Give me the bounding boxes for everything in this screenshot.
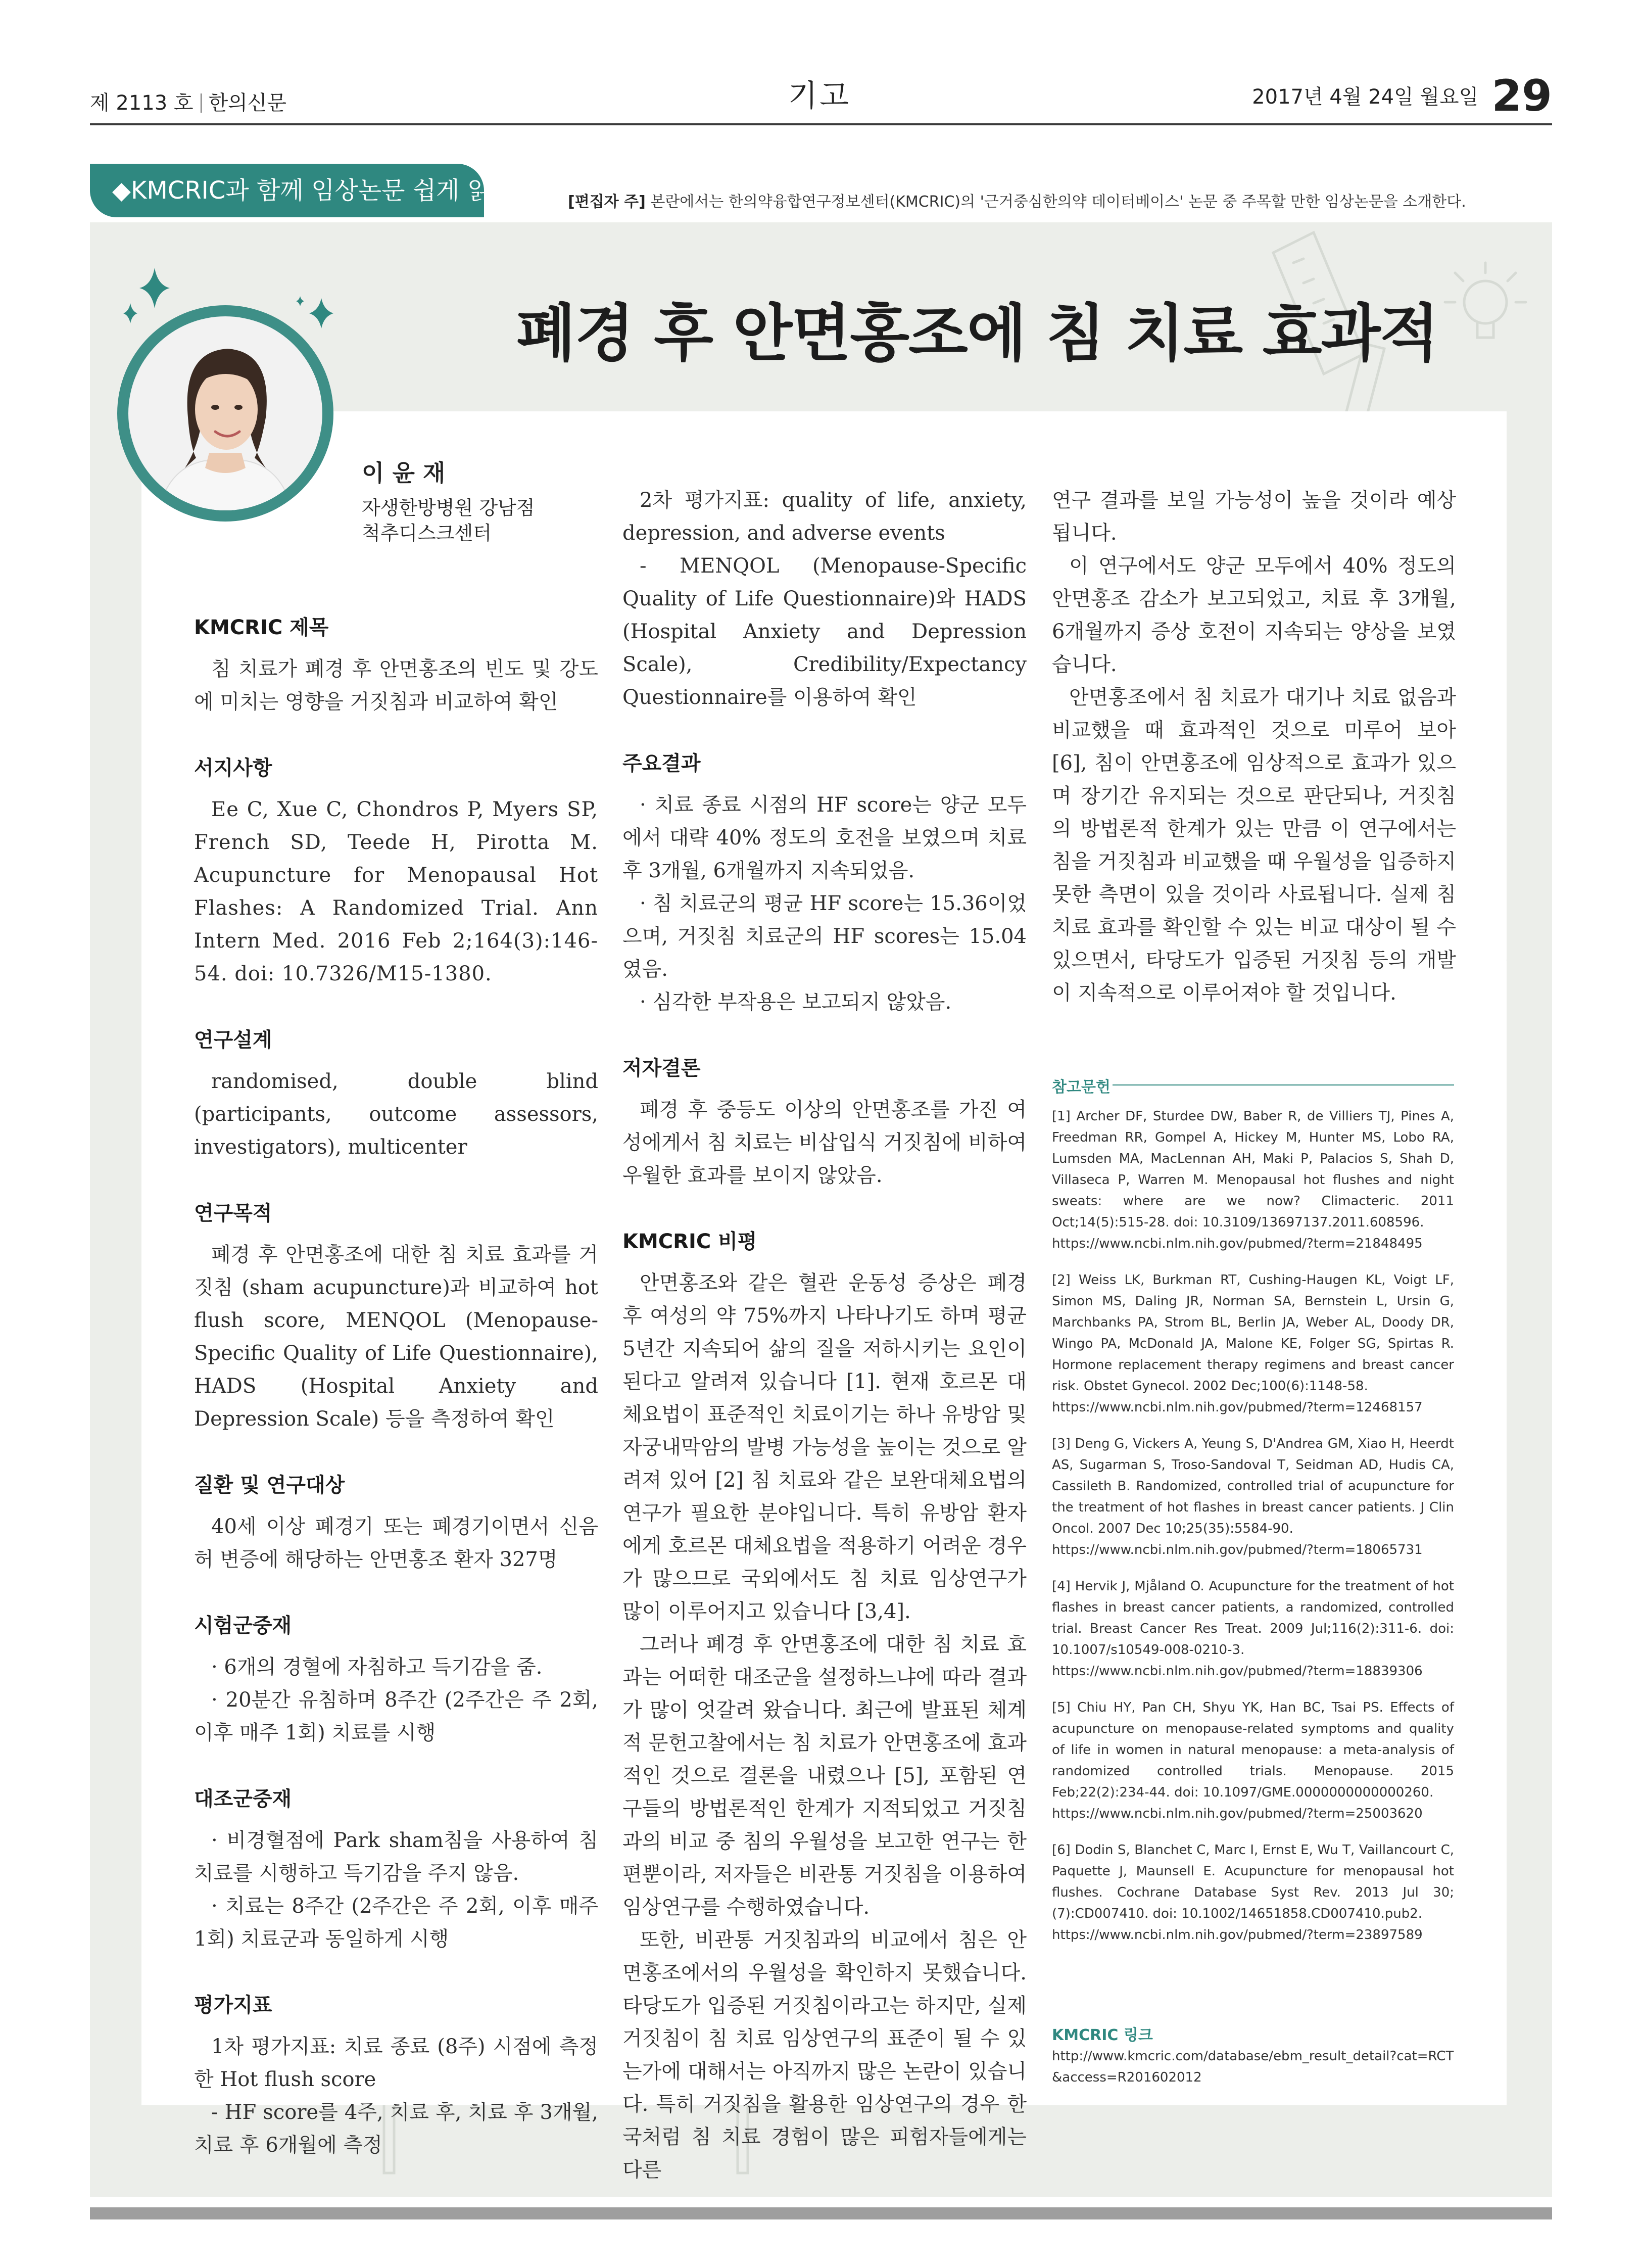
editor-note-label: [편집자 주]: [568, 193, 646, 211]
section-text: 또한, 비관통 거짓침과의 비교에서 침은 안면홍조에서의 우월성을 확인하지 못했습니다. 타당도가 입증된 거짓침이라고는 하지만, 실제 거짓침이 침 치료 임상연구의 표준이 될 수 있는가에 대해서는 아직까지 많은 논란이 있습니다. 특히 거짓침을 활용한 임상연구의 경우 한국처럼 침 치료 경험이 많은 피험자들에게는 다른: [622, 1928, 1027, 2182]
sparkle-icon: [139, 268, 170, 308]
reference-item: [1052, 1697, 1454, 1824]
list-item: · 치료 종료 시점의 HF score는 양군 모두에서 대략 40% 정도의 호전을 보였으며 치료 후 3개월, 6개월까지 지속되었음.: [622, 793, 1027, 882]
section-heading: 주요결과: [622, 752, 701, 775]
reference-text: [2] Weiss LK, Burkman RT, Cushing-Haugen KL, Voigt LF, Simon MS, Daling JR, Norman SA, Bernstein L, Ursin G, Marchbanks PA, Strom BL, Berlin JA, Weber AL, Doody DR, Wingo PA, McDonald JA, Malone KE, Folger SG, Spirtas R. Hormone replacement therapy regimens and breast cancer risk. Obstet Gynecol. 2002 Dec;100(6):1148-58.: [1052, 1272, 1454, 1394]
editor-note: [568, 189, 1552, 211]
section-text: 침 치료가 폐경 후 안면홍조의 빈도 및 강도에 미치는 영향을 거짓침과 비교하여 확인: [194, 657, 598, 714]
headline: 폐경 후 안면홍조에 침 치료 효과적: [516, 298, 1438, 369]
kmcric-link[interactable]: http://www.kmcric.com/database/ebm_result_detail?cat=RCT&access=R201602012: [1052, 2049, 1454, 2085]
list-item: · 6개의 경혈에 자침하고 득기감을 줌.: [211, 1656, 543, 1679]
section-text: 안면홍조에서 침 치료가 대기나 치료 없음과 비교했을 때 효과적인 것으로 미루어 보아 [6], 침이 안면홍조에 임상적으로 효과가 있으며 장기간 유지되는 것으로 판단되나, 거짓침의 방법론적 한계가 있는 만큼 이 연구에서는 침을 거짓침과 비교했을 때 우월성을 입증하지 못한 측면이 있을 것이라 사료됩니다. 실제 침 치료 효과를 확인할 수 있는 비교 대상이 될 수 있으면서, 타당도가 입증된 거짓침 등의 개발이 지속적으로 이루어져야 할 것입니다.: [1052, 686, 1456, 1005]
list-item: · 침 치료군의 평균 HF score는 15.36이었으며, 거짓침 치료군의 HF scores는 15.04였음.: [622, 892, 1027, 981]
reference-link[interactable]: https://www.ncbi.nlm.nih.gov/pubmed/?term=23897589: [1052, 1927, 1423, 1943]
section-text: 40세 이상 폐경기 또는 폐경기이면서 신음허 변증에 해당하는 안면홍조 환자 327명: [194, 1515, 598, 1571]
reference-text: [4] Hervik J, Mjåland O. Acupuncture for the treatment of hot flashes in breast cancer patients, a randomized, controlled trial. Breast Cancer Res Treat. 2009 Jul;116(2):311-6. doi: 10.1007/s10549-008-0210-3.: [1052, 1579, 1454, 1658]
section-text: 폐경 후 중등도 이상의 안면홍조를 가진 여성에게서 침 치료는 비삽입식 거짓침에 비하여 우월한 효과를 보이지 않았음.: [622, 1098, 1027, 1187]
section-text: - HF score를 4주, 치료 후, 치료 후 3개월, 치료 후 6개월에 측정: [194, 2101, 598, 2157]
author-affiliation: 자생한방병원 강남점: [362, 497, 535, 519]
reference-item: [1052, 1106, 1454, 1254]
sparkle-icon: [296, 296, 304, 306]
reference-item: [1052, 1269, 1454, 1418]
section-text: randomised, double blind (participants, outcome assessors, investigators), multicenter: [194, 1070, 598, 1159]
reference-link[interactable]: https://www.ncbi.nlm.nih.gov/pubmed/?term=18065731: [1052, 1542, 1423, 1557]
section-heading: 연구설계: [194, 1028, 272, 1052]
list-item: · 치료는 8주간 (2주간은 주 2회, 이후 매주 1회) 치료군과 동일하게 시행: [194, 1895, 598, 1951]
section-heading: 대조군중재: [194, 1787, 292, 1811]
article-column-1: [194, 616, 598, 2162]
section-text: 연구 결과를 보일 가능성이 높을 것이라 예상됩니다.: [1052, 489, 1456, 545]
references-list: [1052, 1106, 1454, 1961]
author-block: [362, 455, 535, 546]
section-heading: 평가지표: [194, 1994, 272, 2017]
section-text: 폐경 후 안면홍조에 대한 침 치료 효과를 거짓침 (sham acupuncture)과 비교하여 hot flush score, MENQOL (Menopause-Specific Quality of Life Questionnaire), HADS (Hospital Anxiety and Depression Scale) 등을 측정하여 확인: [194, 1243, 598, 1431]
lightbulb-doodle-icon: [1445, 263, 1526, 338]
article-column-3: [1052, 484, 1456, 1010]
author-department: 척추디스크센터: [362, 522, 492, 544]
references-heading: 참고문헌: [1052, 1074, 1454, 1097]
page-number: 29: [1491, 71, 1552, 121]
section-text: 이 연구에서도 양군 모두에서 40% 정도의 안면홍조 감소가 보고되었고, 치료 후 3개월, 6개월까지 증상 호전이 지속되는 양상을 보였습니다.: [1052, 554, 1456, 676]
reference-link[interactable]: https://www.ncbi.nlm.nih.gov/pubmed/?term=25003620: [1052, 1806, 1423, 1821]
section-text: 그러나 폐경 후 안면홍조에 대한 침 치료 효과는 어떠한 대조군을 설정하느냐에 따라 결과가 많이 엇갈려 왔습니다. 최근에 발표된 체계적 문헌고찰에서는 침 치료가 안면홍조에 효과적인 것으로 결론을 내렸으나 [5], 포함된 연구들의 방법론적인 한계가 지적되었고 거짓침과의 비교 중 침의 우월성을 보고한 연구는 한 편뿐이라, 저자들은 비관통 거짓침을 이용하여 임상연구를 수행하였습니다.: [622, 1633, 1027, 1919]
reference-text: [3] Deng G, Vickers A, Yeung S, D'Andrea GM, Xiao H, Heerdt AS, Sugarman S, Troso-Sandoval T, Seidman AD, Hudis CA, Cassileth B. Randomized, controlled trial of acupuncture for the treatment of hot flashes in breast cancer patients. J Clin Oncol. 2007 Dec 10;25(35):5584-90.: [1052, 1436, 1454, 1536]
kmcric-link-heading: KMCRIC 링크: [1052, 2026, 1153, 2044]
series-banner: ◆KMCRIC과 함께 임상논문 쉽게 읽기: [90, 164, 484, 217]
reference-item: [1052, 1576, 1454, 1682]
section-heading: 서지사항: [194, 757, 272, 780]
reference-item: [1052, 1433, 1454, 1561]
section-heading: 질환 및 연구대상: [194, 1474, 345, 1497]
author-name: 이 윤 재: [362, 459, 446, 487]
bottom-rule: [90, 2207, 1552, 2219]
list-item: · 비경혈점에 Park sham침을 사용하여 침 치료를 시행하고 득기감을 주지 않음.: [194, 1829, 598, 1885]
section-name: 기고: [788, 78, 851, 114]
author-photo: [128, 316, 322, 510]
section-text: - MENQOL (Menopause-Specific Quality of Life Questionnaire)와 HADS (Hospital Anxiety and Depression Scale), Credibility/Expectancy Questionnaire를 이용하여 확인: [622, 554, 1027, 709]
reference-link[interactable]: https://www.ncbi.nlm.nih.gov/pubmed/?term=12468157: [1052, 1400, 1423, 1415]
reference-item: [1052, 1839, 1454, 1946]
list-item: · 20분간 유침하며 8주간 (2주간은 주 2회, 이후 매주 1회) 치료를 시행: [194, 1688, 598, 1744]
reference-text: [1] Archer DF, Sturdee DW, Baber R, de Villiers TJ, Pines A, Freedman RR, Gompel A, Hickey M, Hunter MS, Lobo RA, Lumsden MA, MacLennan AH, Maki P, Palacios S, Shah D, Villaseca P, Warren M. Menopausal hot flushes and night sweats: where are we now? Climacteric. 2011 Oct;14(5):515-28. doi: 10.3109/13697137.2011.608596.: [1052, 1109, 1454, 1230]
editor-note-text: 본란에서는 한의약융합연구정보센터(KMCRIC)의 '근거중심한의약 데이터베이스' 논문 중 주목할 만한 임상논문을 소개한다.: [645, 193, 1466, 211]
issue-date: 2017년 4월 24일 월요일: [1252, 85, 1479, 109]
reference-link[interactable]: https://www.ncbi.nlm.nih.gov/pubmed/?term=21848495: [1052, 1236, 1423, 1251]
section-text: 안면홍조와 같은 혈관 운동성 증상은 폐경 후 여성의 약 75%까지 나타나기도 하며 평균 5년간 지속되어 삶의 질을 저하시키는 요인이 된다고 알려져 있습니다 [1]. 현재 호르몬 대체요법이 표준적인 치료이기는 하나 유방암 및 자궁내막암의 발병 가능성을 높이는 것으로 알려져 있어 [2] 침 치료와 같은 보완대체요법의 연구가 필요한 분야입니다. 특히 유방암 환자에게 호르몬 대체요법을 적용하기 어려운 경우가 많으므로 국외에서도 침 치료 임상연구가 많이 이루어지고 있습니다 [3,4].: [622, 1271, 1027, 1623]
section-heading: 시험군중재: [194, 1614, 292, 1637]
section-text: 1차 평가지표: 치료 종료 (8주) 시점에 측정한 Hot flush score: [194, 2035, 598, 2091]
reference-text: [6] Dodin S, Blanchet C, Marc I, Ernst E, Wu T, Vaillancourt C, Paquette J, Maunsell E. Acupuncture for menopausal hot flushes. Cochrane Database Syst Rev. 2013 Jul 30;(7):CD007410. doi: 10.1002/14651858.CD007410.pub2.: [1052, 1842, 1454, 1921]
citation-text: Ee C, Xue C, Chondros P, Myers SP, French SD, Teede H, Pirotta M. Acupuncture for Menopausal Hot Flashes: A Randomized Trial. Ann Intern Med. 2016 Feb 2;164(3):146-54. doi: 10.7326/M15-1380.: [194, 798, 598, 985]
newspaper-name: 한의신문: [208, 91, 287, 115]
list-item: · 심각한 부작용은 보고되지 않았음.: [640, 990, 952, 1014]
article-column-2: [622, 484, 1027, 2187]
issue-number: 제 2113 호: [90, 91, 194, 115]
section-heading: KMCRIC 제목: [194, 616, 329, 639]
reference-link[interactable]: https://www.ncbi.nlm.nih.gov/pubmed/?term=18839306: [1052, 1664, 1423, 1679]
section-text: 2차 평가지표: quality of life, anxiety, depression, and adverse events: [622, 489, 1027, 545]
section-heading: KMCRIC 비평: [622, 1230, 757, 1253]
section-heading: 저자결론: [622, 1057, 701, 1080]
reference-text: [5] Chiu HY, Pan CH, Shyu YK, Han BC, Tsai PS. Effects of acupuncture on menopause-related symptoms and quality of life in women in natural menopause: a meta-analysis of randomized controlled trials. Menopause. 2015 Feb;22(2):234-44. doi: 10.1097/GME.0000000000000260.: [1052, 1700, 1454, 1800]
section-heading: 연구목적: [194, 1202, 272, 1225]
